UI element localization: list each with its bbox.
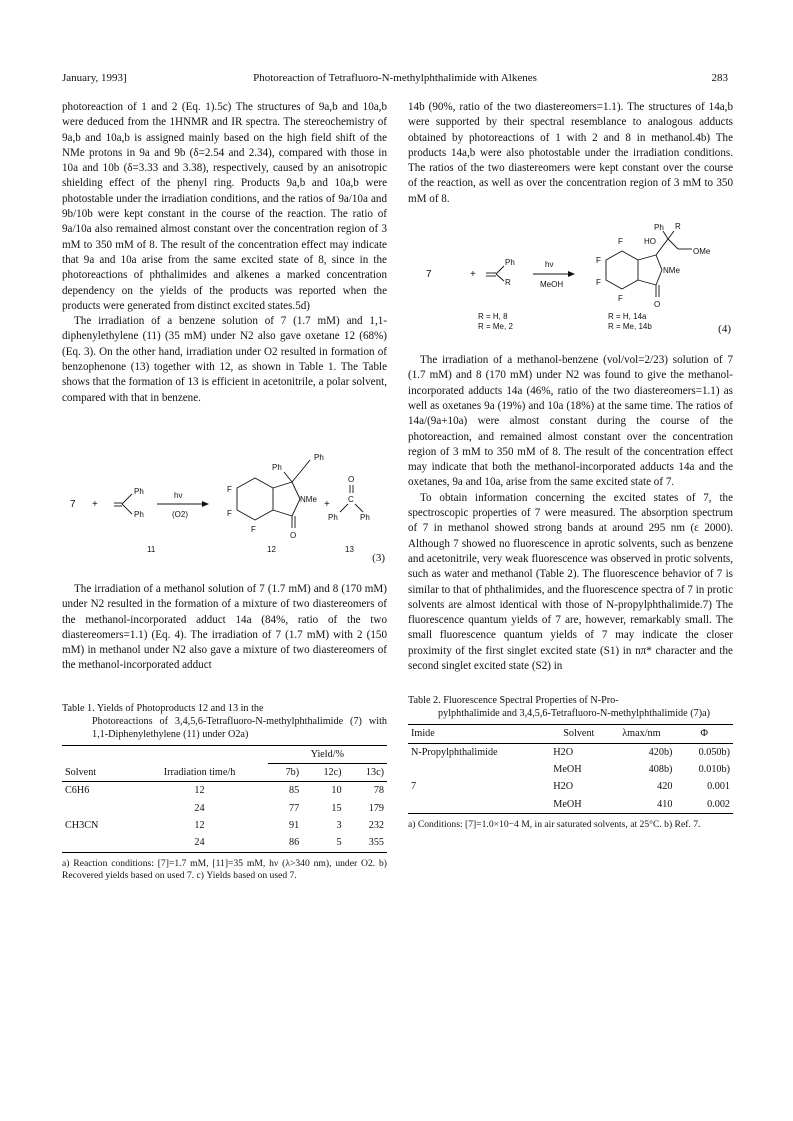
phenyl-label: Ph — [654, 223, 664, 233]
table-cell: 5 — [302, 834, 344, 852]
running-title: Photoreaction of Tetrafluoro-N-methylphthalimide with Alkenes — [253, 72, 537, 84]
table-cell: H2O — [553, 781, 574, 793]
oxygen-label: O — [654, 300, 661, 310]
table-cell: 12 — [194, 785, 205, 797]
table-cell: 7 — [411, 781, 417, 793]
oxygen-label: O — [348, 474, 355, 484]
plus-sign: + — [324, 498, 330, 510]
arrow-o2-label: (O2) — [172, 509, 188, 519]
table-1-footnote: a) Reaction conditions: [7]=1.7 mM, [11]=35 mM, hν (λ>340 nm), under O2. b) Recovered yields based on used 7. c) Yields based on used 7. — [62, 857, 387, 881]
carbon-label: C — [348, 494, 354, 504]
table-cell: 420 — [657, 781, 673, 793]
fluorine-label: F — [596, 278, 601, 288]
table-cell: N-Propylphthalimide — [411, 746, 498, 758]
paragraph: The irradiation of a methanol-benzene (vol/vol=2/23) solution of 7 (1.7 mM) and 8 (170 mM) under N2 was found to give the methanol-incorporated adducts 14a (46%, ratio of the two diastereomers=1.1) as well as oxetanes 9a (19%) and 10a (18%) at the same time. The ratios of 14a/(9a+10a) were almost constant during the course of the photoreaction, and remained almost constant over the concentration region of 3 mM to 350 mM of 8. The result of the concentration effect may indicate that both the methanol-incorporated adducts 14a and the oxetanes, 9a and 10a, arise from the same excited state of 7. — [408, 354, 733, 489]
table-header: Irradiation time/h — [131, 764, 267, 782]
table-row — [62, 782, 387, 800]
table-cell: 0.010b) — [698, 763, 730, 775]
table-cell: 179 — [368, 802, 384, 814]
table-cell: 86 — [268, 834, 302, 852]
table-cell: 355 — [345, 834, 387, 852]
table-row — [408, 796, 733, 814]
plus-sign: + — [470, 269, 476, 281]
table-cell: 15 — [331, 802, 342, 814]
table-cell: 410 — [607, 796, 675, 814]
paragraph: 14b (90%, ratio of the two diastereomers=1.1). The structures of 14a,b were supported by their spectral resemblance to analogous adducts obtained by photoreactions of 1 with 2 and 8 in methanol.4b) The products 14a,b were also photostable under the irradiation conditions. The ratios of the two diastereomers were kept constant over the course of the reaction, as well as over the concentration region of 3 mM to 350 mM of 8. — [408, 101, 733, 205]
phenyl-label: Ph — [272, 462, 282, 472]
caption-text: pylphthalimide and 3,4,5,6-Tetrafluoro-N-methylphthalimide (7)a) — [438, 708, 711, 720]
table-cell: 0.002 — [675, 796, 733, 814]
table-cell: 78 — [373, 785, 384, 797]
fluorine-label: F — [227, 508, 232, 518]
arrow-meoh-label: MeOH — [540, 280, 564, 290]
table-cell: 12 — [194, 819, 205, 831]
left-column — [62, 100, 387, 883]
nme-label: NMe — [663, 266, 680, 276]
table-row — [62, 834, 387, 852]
table-cell: 77 — [288, 802, 300, 814]
phenyl-label: Ph — [328, 512, 338, 522]
product-legend: R = Me, 14b — [608, 322, 652, 332]
paragraph: photoreaction of 1 and 2 (Eq. 1).5c) The structures of 9a,b and 10a,b were deduced from the 1HNMR and IR spectra. The stereochemistry of 9a,b and 10a,b is assigned mainly based on the high field shift of the NMe protons in 9a and 9b (δ=2.54 and 2.34), compared with those in 10a and 10b (δ=3.33 and 3.38), respectively, caused by an anisotropic shielding effect of the phenyl ring. Products 9a,b and 10a,b were photostable under the irradiation conditions, and the ratios of 9a/10a and 9b/10b were kept constant in the course of the reaction. The ratio of 9a/10a also remained almost constant over the concentration region of 3 mM to 350 mM of 8. The result of the concentration effect may indicate that 9a and 10a arise from the same excited state of 8, since in the photoreactions of phthalimides and alkenes a marked concentration dependency on the yields of the products was reported when the products were generated from distinct excited states.5d) — [62, 101, 387, 312]
table-cell: 24 — [194, 802, 205, 814]
hydroxy-label: HO — [644, 237, 656, 247]
equation-number: (4) — [718, 322, 731, 335]
table-cell: 85 — [288, 785, 300, 797]
reaction-scheme-3 — [62, 420, 387, 566]
table-cell — [62, 834, 131, 852]
fluorine-label: F — [618, 237, 623, 247]
reactant-7-label: 7 — [426, 269, 432, 281]
scheme-4-drawing — [408, 217, 733, 337]
phenyl-label: Ph — [505, 258, 515, 268]
table-header: Yield/% — [268, 745, 387, 763]
table-row — [408, 778, 733, 795]
caption-text: Photoreactions of 3,4,5,6-Tetrafluoro-N-methylphthalimide (7) with 1,1-Diphenylethylene (11) under O2a) — [92, 715, 387, 740]
table-row — [62, 817, 387, 834]
table-label: Table 2. — [408, 695, 441, 707]
table-header: λmax/nm — [607, 725, 675, 743]
phenyl-label: Ph — [360, 512, 370, 522]
compound-12-label: 12 — [267, 544, 276, 554]
r-group-label: R — [505, 278, 511, 288]
compound-11-label: 11 — [147, 544, 156, 554]
scheme-3-drawing — [62, 420, 387, 566]
table-label: Table 1. — [62, 702, 95, 714]
table-cell — [408, 761, 550, 778]
table-cell: 91 — [288, 819, 300, 831]
table-cell: 3 — [336, 819, 342, 831]
page-number: 283 — [711, 72, 728, 84]
table-cell — [62, 800, 131, 817]
table-cell: MeOH — [550, 796, 607, 814]
table-cell — [408, 796, 550, 814]
table-cell: 420b) — [648, 746, 673, 758]
reactant-7-label: 7 — [70, 498, 76, 510]
oxygen-label: O — [290, 530, 297, 540]
table-2-footnote: a) Conditions: [7]=1.0×10−4 M, in air saturated solvents, at 25°C. b) Ref. 7. — [408, 818, 701, 830]
paragraph: The irradiation of a benzene solution of 7 (1.7 mM) and 1,1-diphenylethylene (11) (35 mM) under N2 also gave oxetane 12 (68%) (Eq. 3). On the other hand, irradiation under O2 resulted in formation of benzophenone (13) together with 12, as shown in Table 1. The Table shows that the formation of 13 is efficient in acetonitrile, a polar solvent, compared with that in benzene. — [62, 315, 387, 404]
arrow-hv-label: hν — [545, 260, 554, 270]
paragraph: To obtain information concerning the excited states of 7, the spectroscopic properties of 7 were measured. The absorption spectrum of 7 in methanol showed strong bands at around 295 nm (ε 2000). Although 7 showed no fluorescence in aprotic solvents, such as benzene and acetonitrile, very weak fluorescence was observed in protic solvents, such as water and methanol (Table 2). The fluorescence behavior of 7 is similar to that of phthalimides, and the fluorescence spectra of 7 in protic solvents are almost identical with those of N-propylphthalimide.7) The fluorescence quantum yields of 7 are, however, remarkably small. The small fluorescence quantum yields of 7 may indicate the closer proximity of the first singlet excited state (S1) in nπ* character and the second singlet excited state (S2) in — [408, 491, 734, 673]
table-2 — [408, 724, 733, 813]
substituent-legend: R = Me, 2 — [478, 322, 513, 332]
paragraph: The irradiation of a methanol solution of 7 (1.7 mM) and 8 (170 mM) under N2 resulted in the formation of a mixture of two diastereomers of the methanol-incorporated adduct 14a (84%, ratio of the two diastereomers=1.1) (Eq. 4). The irradiation of 7 (1.7 mM) with 2 (150 mM) in methanol under N2 also gave a mixture of two diastereomers of the methanol-incorporated adduct — [62, 582, 387, 672]
methoxy-label: OMe — [693, 247, 711, 257]
table-cell: MeOH — [553, 763, 582, 775]
table-cell: 232 — [368, 819, 384, 831]
phenyl-label: Ph — [314, 452, 324, 462]
right-column — [408, 100, 733, 831]
table-1 — [62, 745, 387, 853]
table-cell: C6H6 — [65, 785, 90, 797]
table-header: 13c) — [345, 764, 387, 782]
substituent-legend: R = H, 8 — [478, 312, 508, 322]
table-cell: 408b) — [648, 763, 673, 775]
fluorine-label: F — [596, 256, 601, 266]
table-header: Φ — [675, 725, 733, 743]
caption-text: Yields of Photoproducts 12 and 13 in the — [96, 702, 264, 714]
table-header: Solvent — [550, 725, 607, 743]
table-cell — [131, 745, 267, 763]
arrow-hv-label: hν — [174, 490, 183, 500]
table-header: Solvent — [62, 764, 131, 782]
fluorine-label: F — [618, 294, 623, 304]
equation-number: (3) — [372, 551, 385, 564]
caption-text: Fluorescence Spectral Properties of N-Pro- — [443, 695, 619, 707]
table-header: Imide — [408, 725, 550, 743]
phenyl-label: Ph — [134, 486, 144, 496]
journal-date: January, 1993] — [62, 72, 127, 84]
reaction-scheme-4 — [408, 217, 733, 337]
table-row — [408, 761, 733, 778]
plus-sign: + — [92, 498, 98, 510]
table-row — [62, 800, 387, 817]
nme-label: NMe — [300, 494, 317, 504]
table-cell: CH3CN — [65, 819, 99, 831]
r-group-label: R — [675, 222, 681, 232]
table-cell: 0.050b) — [698, 746, 730, 758]
fluorine-label: F — [251, 524, 256, 534]
fluorine-label: F — [227, 484, 232, 494]
table-header: 12c) — [302, 764, 344, 782]
table-header: 7b) — [268, 764, 302, 782]
table-row — [408, 743, 733, 761]
table-cell: 10 — [331, 785, 342, 797]
page-header — [62, 72, 728, 86]
table-cell: 0.001 — [707, 781, 730, 793]
compound-13-label: 13 — [345, 544, 354, 554]
product-legend: R = H, 14a — [608, 312, 647, 322]
phenyl-label: Ph — [134, 509, 144, 519]
table-cell: 24 — [131, 834, 267, 852]
table-1-caption — [62, 702, 387, 741]
table-cell — [62, 745, 131, 763]
table-cell: H2O — [553, 746, 574, 758]
table-2-caption — [408, 694, 733, 720]
